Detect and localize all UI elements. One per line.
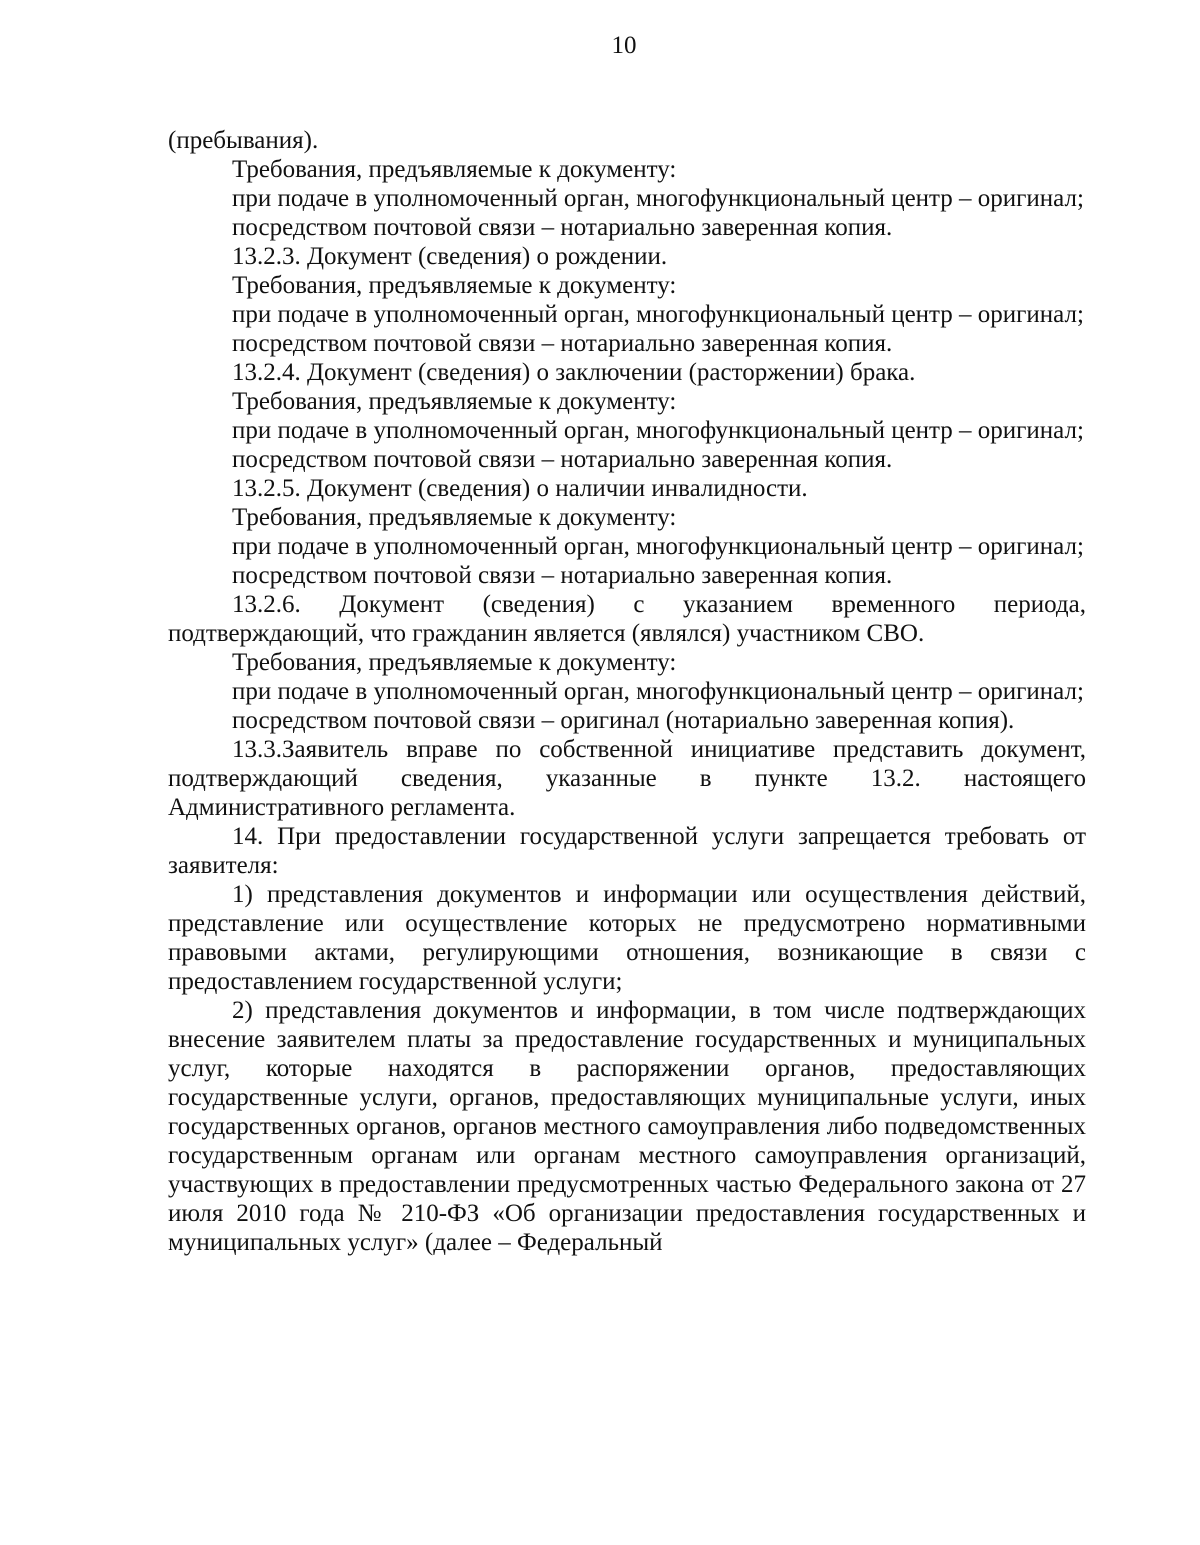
- document-body: [168, 126, 1086, 1257]
- paragraph: Требования, предъявляемые к документу:: [232, 504, 677, 531]
- paragraph: 2) представления документов и информации, в том числе подтверждающих внесение заявителем платы за предоставление государственных и муниципальных услуг, которые находятся в распоряжении органов, предоставляющих государственные услуги, органов, предоставляющих муниципальные услуги, иных государственных органов, органов местного самоуправления либо подведомственных государственным органам или органам местного самоуправления организаций, участвующих в предоставлении предусмотренных частью Федерального закона от 27 июля 2010 года № 210-ФЗ «Об организации предоставления государственных и муниципальных услуг» (далее – Федеральный: [168, 997, 1086, 1256]
- paragraph: 13.2.6. Документ (сведения) с указанием временного периода, подтверждающий, что гражданин является (являлся) участником СВО.: [168, 591, 1086, 647]
- paragraph: посредством почтовой связи – нотариально заверенная копия.: [232, 214, 893, 241]
- paragraph: посредством почтовой связи – нотариально заверенная копия.: [232, 562, 893, 589]
- paragraph: 13.2.5. Документ (сведения) о наличии инвалидности.: [232, 475, 808, 502]
- paragraph: 1) представления документов и информации или осуществления действий, представление или осуществление которых не предусмотрено нормативными правовыми актами, регулирующими отношения, возникающие в связи с предоставлением государственной услуги;: [168, 881, 1086, 995]
- paragraph: (пребывания).: [168, 127, 319, 154]
- paragraph: Требования, предъявляемые к документу:: [232, 272, 677, 299]
- paragraph: посредством почтовой связи – оригинал (нотариально заверенная копия).: [232, 707, 1015, 734]
- paragraph: при подаче в уполномоченный орган, многофункциональный центр – оригинал;: [232, 417, 1084, 444]
- paragraph: 13.2.4. Документ (сведения) о заключении (расторжении) брака.: [232, 359, 916, 386]
- paragraph: при подаче в уполномоченный орган, многофункциональный центр – оригинал;: [232, 185, 1084, 212]
- paragraph: при подаче в уполномоченный орган, многофункциональный центр – оригинал;: [232, 678, 1084, 705]
- paragraph: 13.3.Заявитель вправе по собственной инициативе представить документ, подтверждающий сведения, указанные в пункте 13.2. настоящего Административного регламента.: [168, 736, 1086, 821]
- paragraph: 14. При предоставлении государственной услуги запрещается требовать от заявителя:: [168, 823, 1086, 879]
- paragraph: Требования, предъявляемые к документу:: [232, 156, 677, 183]
- paragraph: при подаче в уполномоченный орган, многофункциональный центр – оригинал;: [232, 301, 1084, 328]
- paragraph: посредством почтовой связи – нотариально заверенная копия.: [232, 446, 893, 473]
- paragraph: Требования, предъявляемые к документу:: [232, 649, 677, 676]
- paragraph: 13.2.3. Документ (сведения) о рождении.: [232, 243, 668, 270]
- paragraph: при подаче в уполномоченный орган, многофункциональный центр – оригинал;: [232, 533, 1084, 560]
- page-number: 10: [611, 32, 637, 59]
- paragraph: Требования, предъявляемые к документу:: [232, 388, 677, 415]
- paragraph: посредством почтовой связи – нотариально заверенная копия.: [232, 330, 893, 357]
